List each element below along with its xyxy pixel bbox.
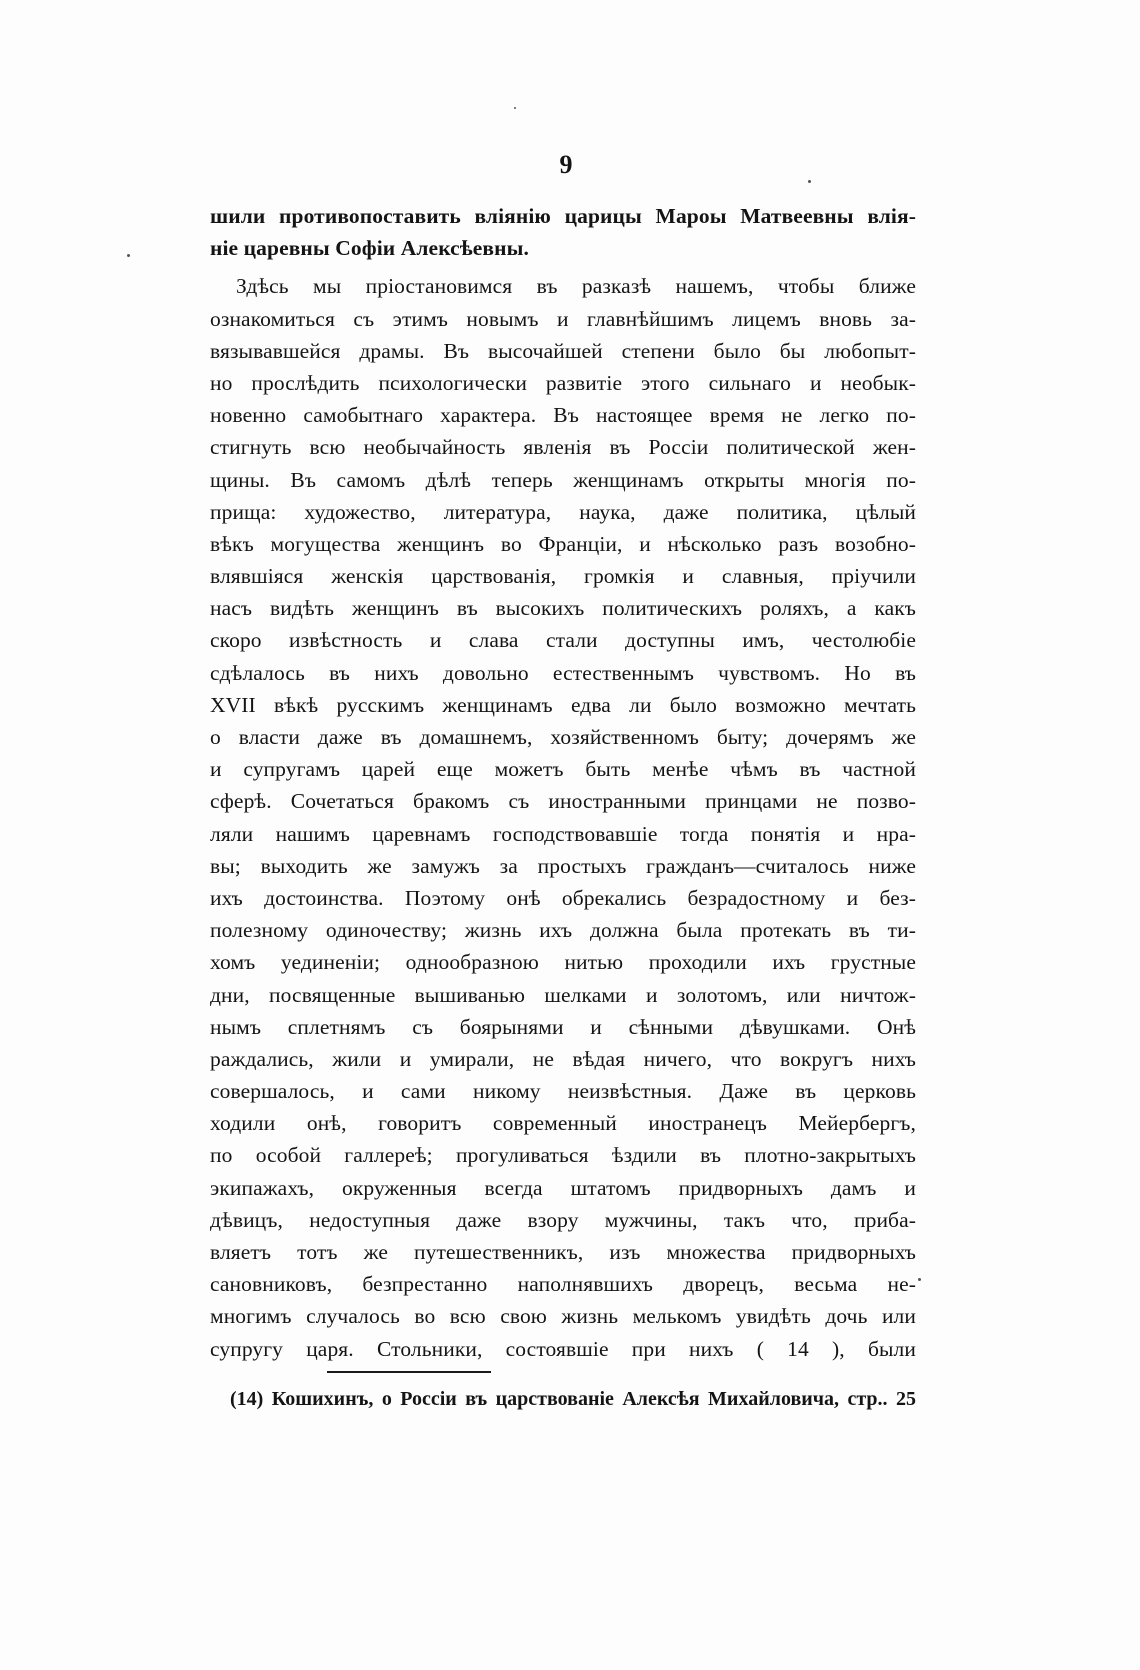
footnote-rule bbox=[327, 1371, 491, 1373]
text-line: экипажахъ, окруженныя всегда штатомъ придворныхъ дамъ и bbox=[210, 1175, 916, 1200]
body-text bbox=[210, 200, 916, 1365]
text-line: вы; выходить же замужъ за простыхъ гражданъ—считалось ниже bbox=[210, 853, 916, 878]
text-line: сферѣ. Сочетаться бракомъ съ иностранными принцами не позво- bbox=[210, 789, 916, 814]
text-line: Здѣсь мы пріостановимся въ разказѣ нашемъ, чтобы ближе bbox=[236, 274, 916, 299]
text-line: но прослѣдить психологически развитіе этого сильнаго и необык- bbox=[210, 370, 916, 395]
print-speck bbox=[127, 254, 130, 257]
text-line: полезному одиночеству; жизнь ихъ должна была протекать въ ти- bbox=[210, 918, 916, 943]
text-line: многимъ случалось во всю свою жизнь мелькомъ увидѣть дочь или bbox=[210, 1304, 916, 1329]
text-line: ляли нашимъ царевнамъ господствовавшіе тогда понятія и нра- bbox=[210, 821, 916, 846]
footnote: (14) Кошихинъ, о Россіи въ царствованіе Алексѣя Михайловича, стр.. 25 bbox=[230, 1388, 916, 1410]
text-line: ходили онѣ, говоритъ современный иностранецъ Мейербергъ, bbox=[210, 1111, 916, 1136]
page-number: 9 bbox=[559, 150, 573, 179]
text-line: шили противопоставить вліянію царицы Мароы Матвеевны влія- bbox=[210, 204, 916, 228]
text-line: вязывавшейся драмы. Въ высочайшей степени было бы любопыт- bbox=[210, 338, 916, 363]
text-line: ихъ достоинства. Поэтому онѣ обрекались безрадостному и без- bbox=[210, 885, 916, 910]
text-line: и супругамъ царей еще можетъ быть менѣе чѣмъ въ частной bbox=[210, 757, 916, 782]
print-speck bbox=[918, 1278, 921, 1281]
text-line: совершалось, и сами никому неизвѣстныя. Даже въ церковь bbox=[210, 1079, 916, 1104]
text-line: ніе царевны Софіи Алексѣевны. bbox=[210, 236, 529, 261]
text-line: сановниковъ, безпрестанно наполнявшихъ дворецъ, весьма не- bbox=[210, 1272, 916, 1297]
text-line: о власти даже въ домашнемъ, хозяйственномъ быту; дочерямъ же bbox=[210, 725, 916, 749]
text-line: XVII вѣкѣ русскимъ женщинамъ едва ли было возможно мечтать bbox=[210, 692, 916, 717]
text-line: скоро извѣстность и слава стали доступны имъ, честолюбіе bbox=[210, 628, 916, 653]
text-line: щины. Въ самомъ дѣлѣ теперь женщинамъ открыты многія по- bbox=[210, 467, 916, 492]
text-line: прища: художество, литература, наука, даже политика, цѣлый bbox=[210, 499, 916, 524]
text-line: по особой галлереѣ; прогуливаться ѣздили въ плотно-закрытыхъ bbox=[210, 1143, 916, 1168]
text-line: раждались, жили и умирали, не вѣдая ничего, что вокругъ нихъ bbox=[210, 1046, 916, 1071]
text-line: влявшіяся женскія царствованія, громкія и славныя, пріучили bbox=[210, 564, 916, 589]
text-line: хомъ уединеніи; однообразною нитью проходили ихъ грустные bbox=[210, 950, 916, 975]
text-line: ознакомиться съ этимъ новымъ и главнѣйшимъ лицемъ вновь за- bbox=[210, 306, 916, 331]
text-line: стигнуть всю необычайность явленія въ Россіи политической жен- bbox=[210, 435, 916, 460]
text-line: нымъ сплетнямъ съ боярынями и сѣнными дѣвушками. Онѣ bbox=[210, 1014, 916, 1039]
text-line: вляетъ тотъ же путешественникъ, изъ множества придворныхъ bbox=[210, 1240, 916, 1264]
text-line: дни, посвященные вышиванью шелками и золотомъ, или ничтож- bbox=[210, 982, 916, 1007]
text-line: сдѣлалось въ нихъ довольно естественнымъ чувствомъ. Но въ bbox=[210, 660, 916, 685]
text-line: супругу царя. Стольники, состоявшіе при нихъ ( 14 ), были bbox=[210, 1336, 916, 1361]
text-line: насъ видѣть женщинъ въ высокихъ политическихъ роляхъ, а какъ bbox=[210, 596, 916, 621]
print-speck bbox=[808, 180, 811, 183]
text-line: дѣвицъ, недоступныя даже взору мужчины, такъ что, приба- bbox=[210, 1207, 916, 1232]
text-line: новенно самобытнаго характера. Въ настоящее время не легко по- bbox=[210, 403, 916, 428]
text-line: вѣкъ могущества женщинъ во Франціи, и нѣсколько разъ возобно- bbox=[210, 531, 916, 556]
print-speck bbox=[514, 107, 516, 109]
